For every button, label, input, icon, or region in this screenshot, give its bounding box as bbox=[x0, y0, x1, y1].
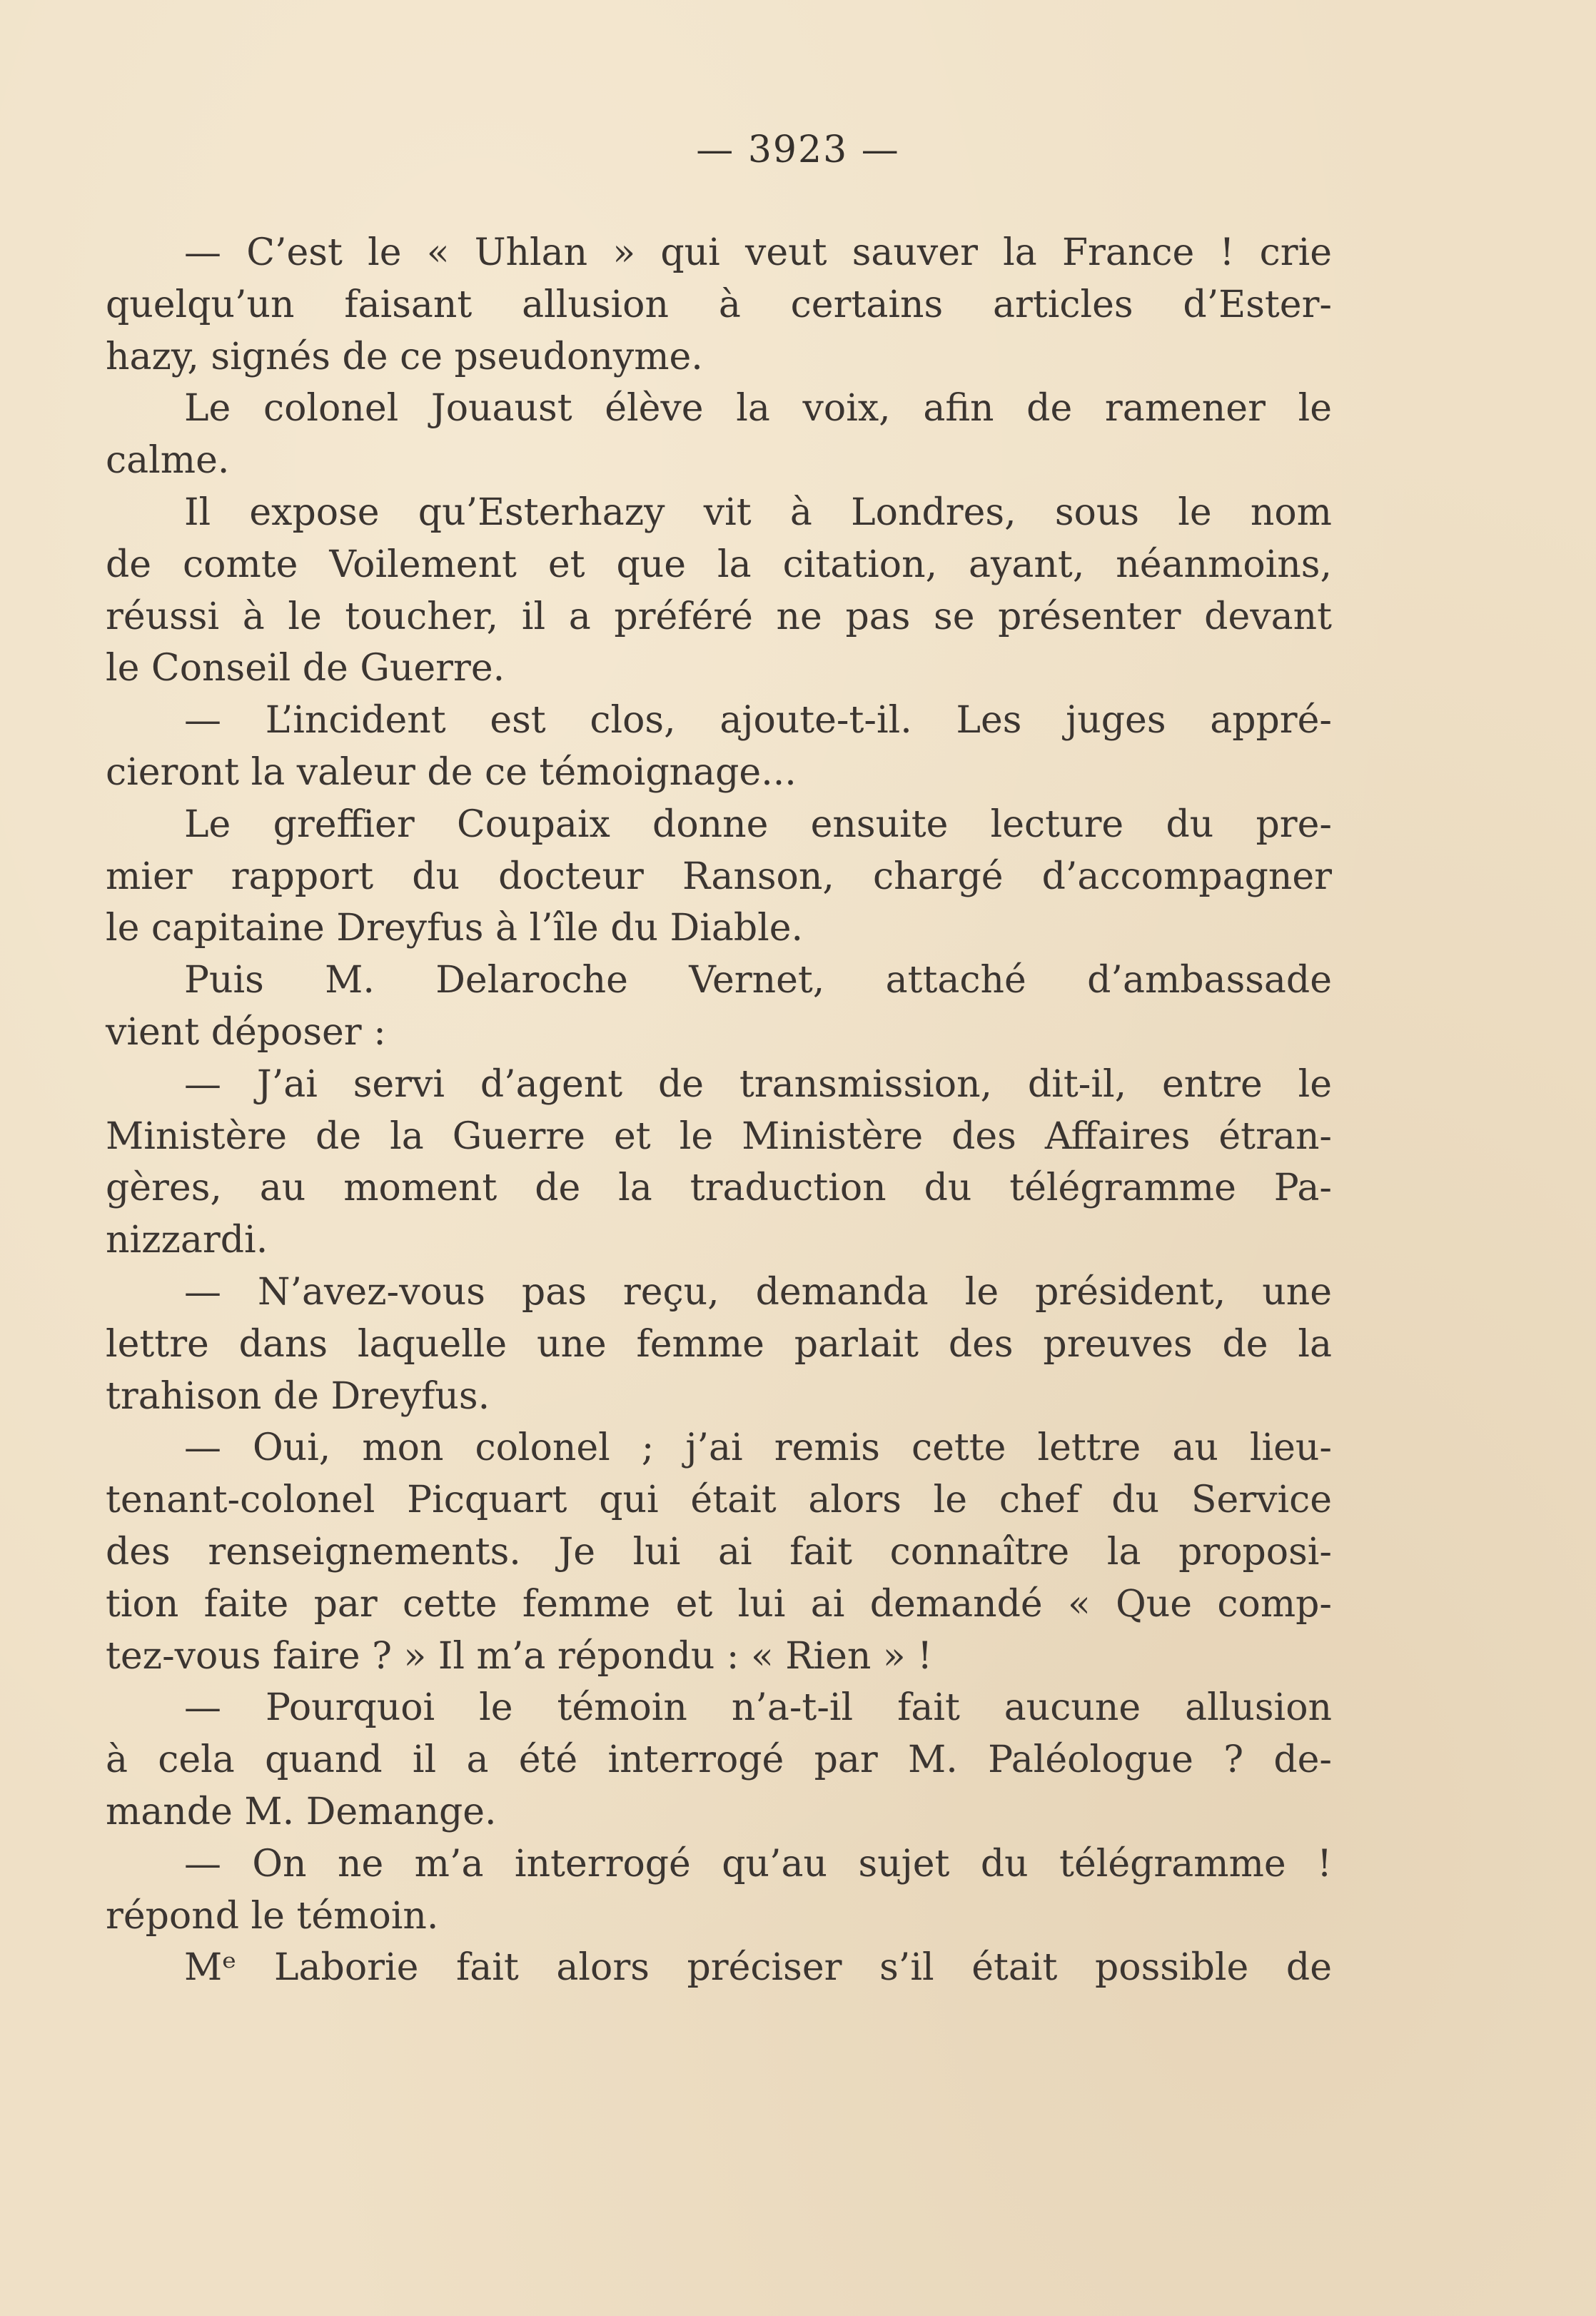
text-line: trahison de Dreyfus. bbox=[106, 1374, 490, 1418]
text-line: nizzardi. bbox=[106, 1219, 268, 1262]
text-line: réussi à le toucher, il a préféré ne pas se présenter devant bbox=[106, 595, 1332, 638]
text-line: Il expose qu’Esterhazy vit à Londres, sous le nom bbox=[184, 490, 1332, 534]
text-line: à cela quand il a été interrogé par M. Paléologue ? de- bbox=[106, 1738, 1332, 1782]
text-line: le capitaine Dreyfus à l’île du Diable. bbox=[106, 907, 804, 950]
text-line: — Pourquoi le témoin n’a-t-il fait aucune allusion bbox=[184, 1686, 1332, 1730]
text-line: — N’avez-vous pas reçu, demanda le président, une bbox=[184, 1270, 1332, 1314]
text-line: — On ne m’a interrogé qu’au sujet du télégramme ! bbox=[184, 1842, 1332, 1885]
text-line: lettre dans laquelle une femme parlait des preuves de la bbox=[106, 1322, 1332, 1366]
text-line: calme. bbox=[106, 439, 230, 483]
text-line: Ministère de la Guerre et le Ministère des Affaires étran- bbox=[106, 1114, 1332, 1158]
text-line: des renseignements. Je lui ai fait connaître la proposi- bbox=[106, 1530, 1332, 1574]
text-line: Mᵉ Laborie fait alors préciser s’il était possible de bbox=[184, 1946, 1332, 1990]
body-text bbox=[106, 227, 1332, 1994]
text-line: tion faite par cette femme et lui ai demandé « Que comp- bbox=[106, 1582, 1332, 1626]
text-line: mier rapport du docteur Ranson, chargé d’accompagner bbox=[106, 855, 1332, 898]
text-line: quelqu’un faisant allusion à certains articles d’Ester- bbox=[106, 283, 1332, 326]
text-line: — C’est le « Uhlan » qui veut sauver la France ! crie bbox=[184, 231, 1332, 274]
text-line: cieront la valeur de ce témoignage... bbox=[106, 750, 797, 794]
text-line: Le colonel Jouaust élève la voix, afin de ramener le bbox=[184, 387, 1332, 431]
text-line: hazy, signés de ce pseudonyme. bbox=[106, 335, 703, 378]
page-number: — 3923 — bbox=[696, 129, 900, 171]
text-line: tez-vous faire ? » Il m’a répondu : « Rien » ! bbox=[106, 1634, 933, 1678]
text-line: Puis M. Delaroche Vernet, attaché d’ambassade bbox=[184, 959, 1332, 1002]
text-line: mande M. Demange. bbox=[106, 1790, 497, 1833]
text-line: de comte Voilement et que la citation, ayant, néanmoins, bbox=[106, 543, 1332, 586]
text-line: — J’ai servi d’agent de transmission, dit-il, entre le bbox=[184, 1062, 1332, 1106]
text-line: vient déposer : bbox=[106, 1010, 386, 1054]
text-line: — L’incident est clos, ajoute-t-il. Les juges appré- bbox=[184, 699, 1332, 742]
text-line: gères, au moment de la traduction du télégramme Pa- bbox=[106, 1167, 1332, 1210]
text-line: le Conseil de Guerre. bbox=[106, 647, 505, 690]
text-line: — Oui, mon colonel ; j’ai remis cette lettre au lieu- bbox=[184, 1426, 1332, 1470]
text-line: répond le témoin. bbox=[106, 1894, 439, 1938]
text-line: Le greffier Coupaix donne ensuite lecture du pre- bbox=[184, 802, 1332, 846]
text-line: tenant-colonel Picquart qui était alors le chef du Service bbox=[106, 1479, 1332, 1522]
